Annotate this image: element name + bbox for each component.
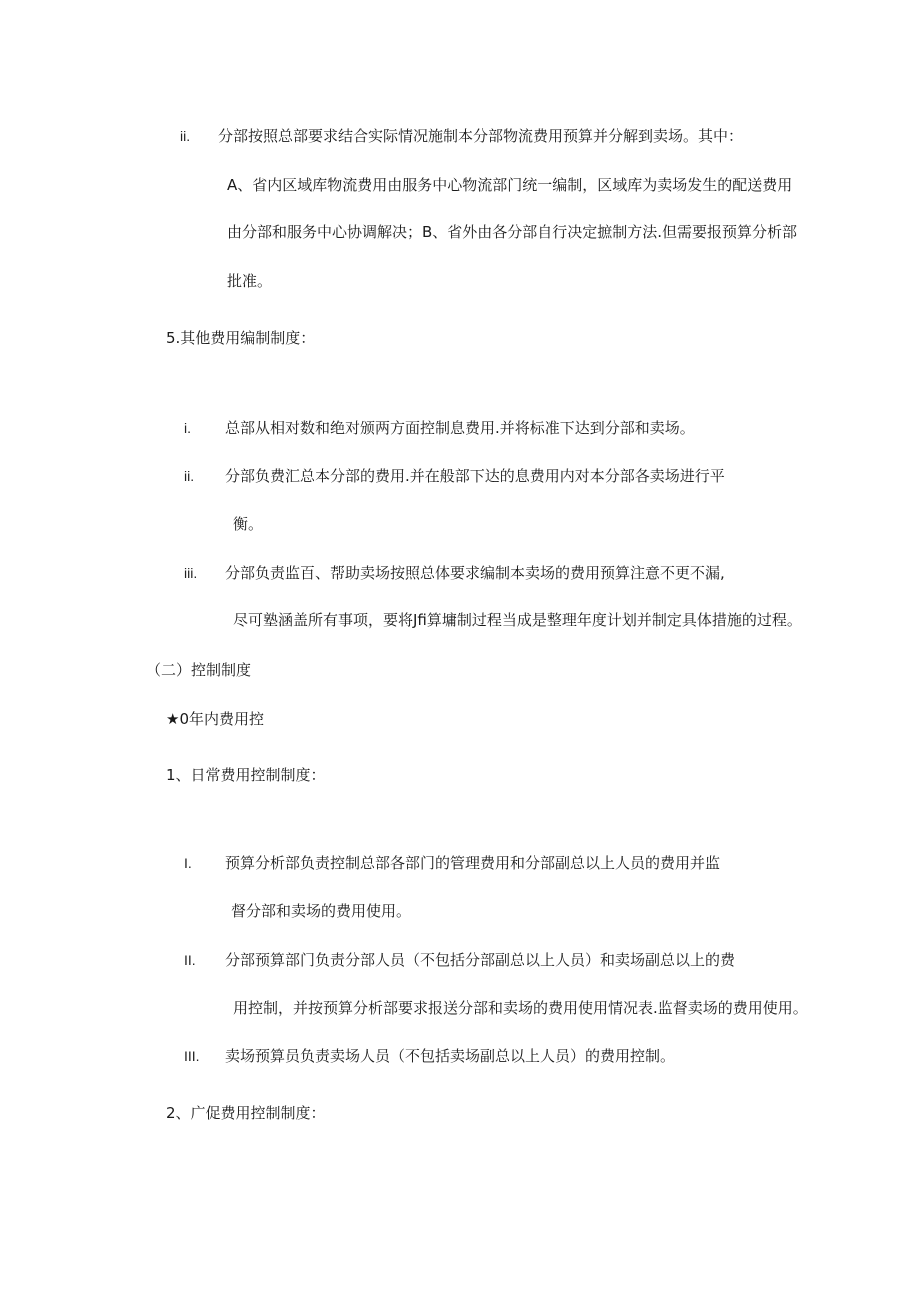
paragraph-line: A、省内区域库物流费用由服务中心物流部门统一编制，区域库为卖场发生的配送费用 (227, 176, 793, 194)
list-marker: ii. (184, 468, 195, 484)
paragraph-line: 分部负责监百、帮助卖场按照总体要求编制本卖场的费用预算注意不更不漏, (225, 564, 725, 582)
subsection-heading: 2、广促费用控制制度： (166, 1104, 326, 1122)
section-heading: 5.其他费用编制制度： (166, 329, 316, 347)
paragraph-line: 分部预算部门负责分部人员（不包括分部副总以上人员）和卖场副总以上的费 (225, 951, 736, 969)
paragraph-line: 尽可塾涵盖所有事项，要将Jfi算墉制过程当成是整理年度计划并制定具体措施的过程。 (233, 611, 802, 629)
paragraph-line: 卖场预算员负责卖场人员（不包括卖场副总以上人员）的费用控制。 (225, 1047, 676, 1065)
subsection-heading: ★0年内费用控 (166, 710, 264, 728)
paragraph-line: 总部从相对数和绝对颁两方面控制息费用.并将标准下达到分部和卖场。 (225, 419, 695, 437)
paragraph-line: 督分部和卖场的费用使用。 (231, 902, 412, 920)
list-marker: II. (184, 952, 196, 968)
paragraph-line: 分部按照总部要求结合实际情况施制本分部物流费用预算并分解到卖场。其中： (218, 127, 744, 145)
paragraph-line: 衡。 (233, 515, 264, 533)
paragraph-line: 批准。 (227, 272, 273, 290)
paragraph-line: 由分部和服务中心协调解决；B、省外由各分部自行决定摭制方法.但需要报预算分析部 (227, 223, 798, 241)
section-heading: （二）控制制度 (146, 661, 252, 679)
paragraph-line: 分部负费汇总本分部的费用.并在般部下达的息费用内对本分部各卖场进行平 (225, 467, 725, 485)
list-marker: I. (184, 855, 192, 871)
paragraph-line: 用控制，并按预算分析部要求报送分部和卖场的费用使用情况表.监督卖场的费用使用。 (233, 999, 808, 1017)
list-marker: iii. (184, 565, 198, 581)
subsection-heading: 1、日常费用控制制度： (166, 766, 326, 784)
list-marker: ii. (180, 128, 191, 144)
list-marker: III. (184, 1048, 200, 1064)
paragraph-line: 预算分析部负责控制总部各部门的管理费用和分部副总以上人员的费用并监 (225, 854, 721, 872)
list-marker: i. (184, 420, 191, 436)
